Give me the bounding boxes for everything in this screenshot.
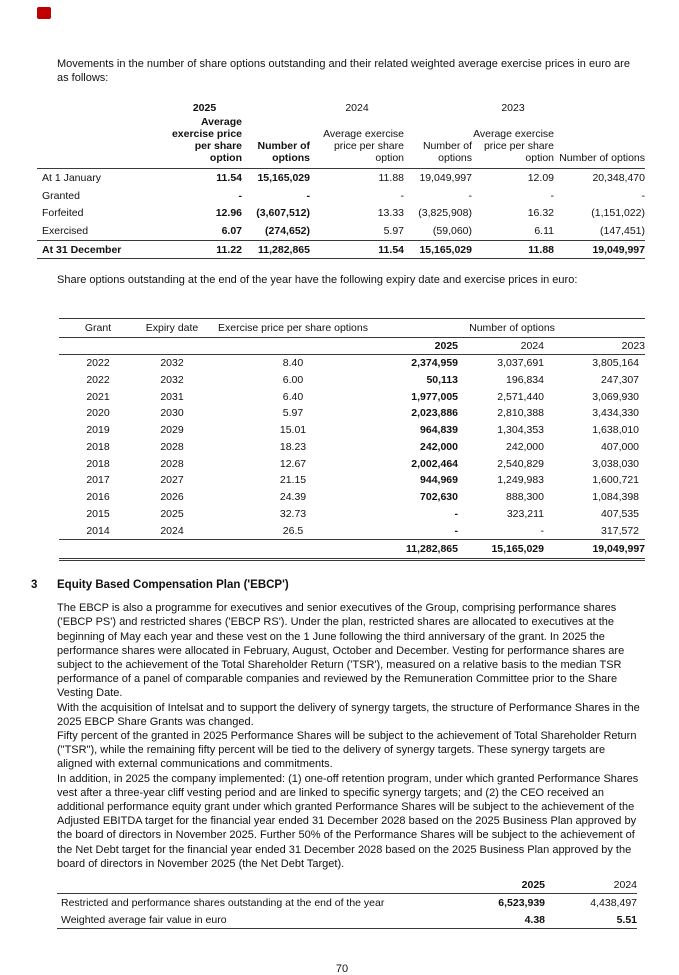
cell: 11.22 <box>167 240 242 259</box>
cell: - <box>641 189 645 202</box>
cell: 12.09 <box>472 169 554 187</box>
column-header-row <box>37 114 645 169</box>
cell: 21.15 <box>279 474 307 487</box>
col-header-price-2025: Average exercise price per share option <box>171 116 242 165</box>
cell: - <box>540 524 544 537</box>
year-header-2023: 2023 <box>544 337 645 354</box>
table-row <box>57 911 637 929</box>
page-number: 70 <box>335 963 349 975</box>
cell: (1,151,022) <box>591 207 645 220</box>
cell: 2,374,959 <box>411 356 458 369</box>
cell: 702,630 <box>420 491 458 504</box>
col-header-options-2023: Number of options <box>559 152 645 165</box>
cell: 242,000 <box>506 440 544 453</box>
cell: 2029 <box>160 424 184 437</box>
cell: 3,037,691 <box>497 356 544 369</box>
cell: 1,249,983 <box>497 474 544 487</box>
col-header-number-of-options: Number of options <box>379 318 645 337</box>
section-heading <box>31 579 647 591</box>
col-header-expiry-date: Expiry date <box>137 318 207 337</box>
cell: 407,535 <box>601 508 640 520</box>
col-header-options-2025: Number of options <box>257 140 310 165</box>
cell: 6.11 <box>534 224 554 237</box>
row-label: Weighted average fair value in euro <box>57 911 397 929</box>
table-row <box>59 489 645 506</box>
paragraph-2025-programs: In addition, in 2025 the company implemented: (1) one-off retention program, under which granted Performance Shares vest after a three-year cliff vesting period and are linked to specific synergy targets; and (2) the CEO received an additional performance equity grant under which granted Performance Shares will be subject to the achievement of the Adjusted EBITDA target for the financial year ended 31 December 2028 based on the 2025 Business Plan approved by the board of directors in November 2025. Further 50% of the Performance Shares will be subject to the achievement of the Net Debt target for the financial year ended 31 December 2028 based on the 2025 Business Plan approved by the board of directors in November 2025 (the Net Debt Target). <box>57 772 639 870</box>
cell: (3,607,512) <box>256 207 310 220</box>
cell: 2027 <box>160 474 184 487</box>
table-row <box>59 371 645 388</box>
cell: 2,540,829 <box>497 457 544 470</box>
cell: 944,969 <box>420 474 458 487</box>
cell: 12.67 <box>279 457 307 470</box>
cell: 18.23 <box>279 440 307 453</box>
cell: 3,069,930 <box>592 390 640 403</box>
cell: 2025 <box>160 508 184 520</box>
intro-paragraph-expiry: Share options outstanding at the end of the year have the following expiry date and exercise prices in euro: <box>57 274 578 287</box>
cell: 8.40 <box>282 356 304 369</box>
cell: 2,002,464 <box>411 457 458 470</box>
year-header-2024: 2024 <box>545 877 637 894</box>
cell: 2022 <box>86 373 110 386</box>
cell: 2014 <box>86 524 110 537</box>
cell: 2021 <box>86 390 110 403</box>
col-header-grant: Grant <box>59 318 137 337</box>
row-label: Exercised <box>42 224 89 237</box>
cell: 1,084,398 <box>592 491 640 504</box>
table-row <box>59 354 645 371</box>
cell: 12.96 <box>215 207 242 220</box>
col-header-exercise-price: Exercise price per share options <box>207 318 379 337</box>
year-header-2025: 2025 <box>397 877 545 894</box>
cell: 3,434,330 <box>592 407 640 420</box>
cell: - <box>454 508 458 520</box>
cell: 20,348,470 <box>554 169 645 187</box>
table-row <box>59 405 645 422</box>
row-label: At 31 December <box>37 240 167 259</box>
restricted-shares-table <box>57 877 637 929</box>
cell: - <box>468 189 472 202</box>
cell: 2015 <box>86 508 110 520</box>
cell: 2028 <box>160 440 184 453</box>
total-row <box>37 240 645 259</box>
table-row <box>37 205 645 223</box>
row-label: Restricted and performance shares outstanding at the end of the year <box>61 896 385 909</box>
cell: 11.54 <box>167 169 242 187</box>
year-header-2023: 2023 <box>501 101 525 114</box>
cell: 2017 <box>86 474 110 487</box>
cell: 3,805,164 <box>592 356 640 369</box>
cell: - <box>550 189 554 202</box>
table-row <box>37 169 645 187</box>
cell: 888,300 <box>506 491 544 504</box>
cell: 15,165,029 <box>458 540 544 560</box>
cell: - <box>400 189 404 202</box>
cell: 6,523,939 <box>498 896 545 909</box>
table-row <box>59 472 645 489</box>
cell: 2028 <box>160 457 184 470</box>
paragraph-intelsat: With the acquisition of Intelsat and to support the delivery of synergy targets, the structure of Performance Shares in the 2025 EBCP Share Grants was changed. <box>57 701 640 728</box>
table-row <box>57 894 637 912</box>
cell: 2026 <box>160 491 184 504</box>
cell: 6.40 <box>282 390 304 403</box>
cell: 26.5 <box>282 524 304 537</box>
row-label: At 1 January <box>37 169 167 187</box>
year-header-row <box>37 99 645 114</box>
cell: 323,211 <box>506 508 544 520</box>
cell: 2,571,440 <box>497 390 544 403</box>
cell: 15.01 <box>279 424 307 437</box>
cell: (274,652) <box>265 224 310 237</box>
cell: 6.07 <box>221 224 242 237</box>
share-option-movements-table <box>37 99 645 259</box>
cell: 2018 <box>86 457 110 470</box>
cell: 24.39 <box>279 491 307 504</box>
cell: 317,572 <box>601 524 640 537</box>
total-row <box>59 540 645 560</box>
cell: 2022 <box>86 356 110 369</box>
year-header-2025: 2025 <box>192 101 217 114</box>
cell: 1,600,721 <box>592 474 640 487</box>
cell: 2024 <box>160 524 184 537</box>
cell: 2019 <box>86 424 110 437</box>
row-label: Granted <box>42 189 80 202</box>
cell: 247,307 <box>601 373 640 386</box>
col-header-options-2024: Number of options <box>422 140 472 165</box>
cell: 13.33 <box>377 207 404 220</box>
cell: 2032 <box>160 373 184 386</box>
cell: 15,165,029 <box>404 240 472 259</box>
table-row <box>59 438 645 455</box>
cell: 11.54 <box>310 240 404 259</box>
cell: 5.51 <box>545 911 637 929</box>
cell: 50,113 <box>426 373 458 386</box>
cell: (59,060) <box>432 224 472 237</box>
table-row <box>59 422 645 439</box>
cell: 1,977,005 <box>411 390 458 403</box>
cell: (3,825,908) <box>418 207 472 220</box>
cell: 11,282,865 <box>242 240 310 259</box>
cell: 2,023,886 <box>411 407 458 420</box>
section-number: 3 <box>31 579 38 592</box>
cell: 2016 <box>86 491 110 504</box>
cell: 4.38 <box>397 911 545 929</box>
col-header-price-2023: Average exercise price per share option <box>473 128 554 165</box>
cell: 16.32 <box>527 207 554 220</box>
year-header-2024: 2024 <box>345 101 369 114</box>
col-header-price-2024: Average exercise price per share option <box>323 128 404 165</box>
year-header-row <box>59 337 645 354</box>
cell: 1,638,010 <box>592 424 640 437</box>
cell: 19,049,997 <box>404 169 472 187</box>
cell: 3,038,030 <box>592 457 640 470</box>
cell: 11,282,865 <box>379 540 458 560</box>
table-row <box>59 522 645 539</box>
expiry-date-table <box>59 318 645 562</box>
cell: 15,165,029 <box>242 169 310 187</box>
cell: 5.97 <box>282 407 304 420</box>
table-row <box>59 388 645 405</box>
cell: 5.97 <box>383 224 404 237</box>
row-label: Forfeited <box>42 207 84 220</box>
paragraph-fifty-percent: Fifty percent of the granted in 2025 Performance Shares will be subject to the achievement of Total Shareholder Return ("TSR"), while the remaining fifty percent will be tied to the delivery of synergy targets. These synergy targets are aligned with external communications and commitments. <box>57 730 637 771</box>
cell: - <box>238 189 242 202</box>
cell: 11.88 <box>310 169 404 187</box>
paragraph-ebcp-overview: The EBCP is also a programme for executives and senior executives of the Group, comprising performance shares ('EBCP PS') and restricted shares ('EBCP RS'). Under the plan, restricted shares are allocated to executives at the beginning of May each year and these vest on the 1 June following the third anniversary of the grant. In 2025 the performance shares were allocated in February, August, October and December. Vesting for performance shares are subject to the achievement of the Total Shareholder Return ('TSR'), measured on a relative basis to the median TSR performance of a panel of comparable companies and reviewed by the Remuneration Committee prior to the Share Vesting Date. <box>57 602 625 700</box>
column-header-row <box>59 318 645 337</box>
cell: 2031 <box>160 390 184 403</box>
table-row <box>37 222 645 240</box>
cell: 32.73 <box>279 508 307 520</box>
table-row <box>59 506 645 523</box>
intro-paragraph-movements: Movements in the number of share options outstanding and their related weighted average exercise prices in euro are as follows: <box>57 58 630 85</box>
cell: 196,834 <box>506 373 544 386</box>
cell: 19,049,997 <box>544 540 645 560</box>
cell: - <box>306 189 310 202</box>
cell: 4,438,497 <box>590 896 637 909</box>
cell: (147,451) <box>600 224 645 237</box>
cell: 2020 <box>86 407 110 420</box>
year-header-2025: 2025 <box>379 337 458 354</box>
table-row <box>37 187 645 205</box>
cell: - <box>454 524 458 537</box>
cell: 1,304,353 <box>497 424 544 437</box>
cell: 2030 <box>160 407 184 420</box>
cell: 19,049,997 <box>554 240 645 259</box>
cell: 407,000 <box>601 440 640 453</box>
year-header-row <box>57 877 637 894</box>
table-row <box>59 455 645 472</box>
cell: 6.00 <box>282 373 304 386</box>
cell: 2018 <box>86 440 110 453</box>
cell: 2032 <box>160 356 184 369</box>
red-annotation-mark <box>37 7 51 19</box>
cell: 964,839 <box>420 424 458 437</box>
section-title: Equity Based Compensation Plan ('EBCP') <box>57 579 289 592</box>
cell: 242,000 <box>420 440 458 453</box>
cell: 11.88 <box>472 240 554 259</box>
year-header-2024: 2024 <box>458 337 544 354</box>
cell: 2,810,388 <box>497 407 544 420</box>
